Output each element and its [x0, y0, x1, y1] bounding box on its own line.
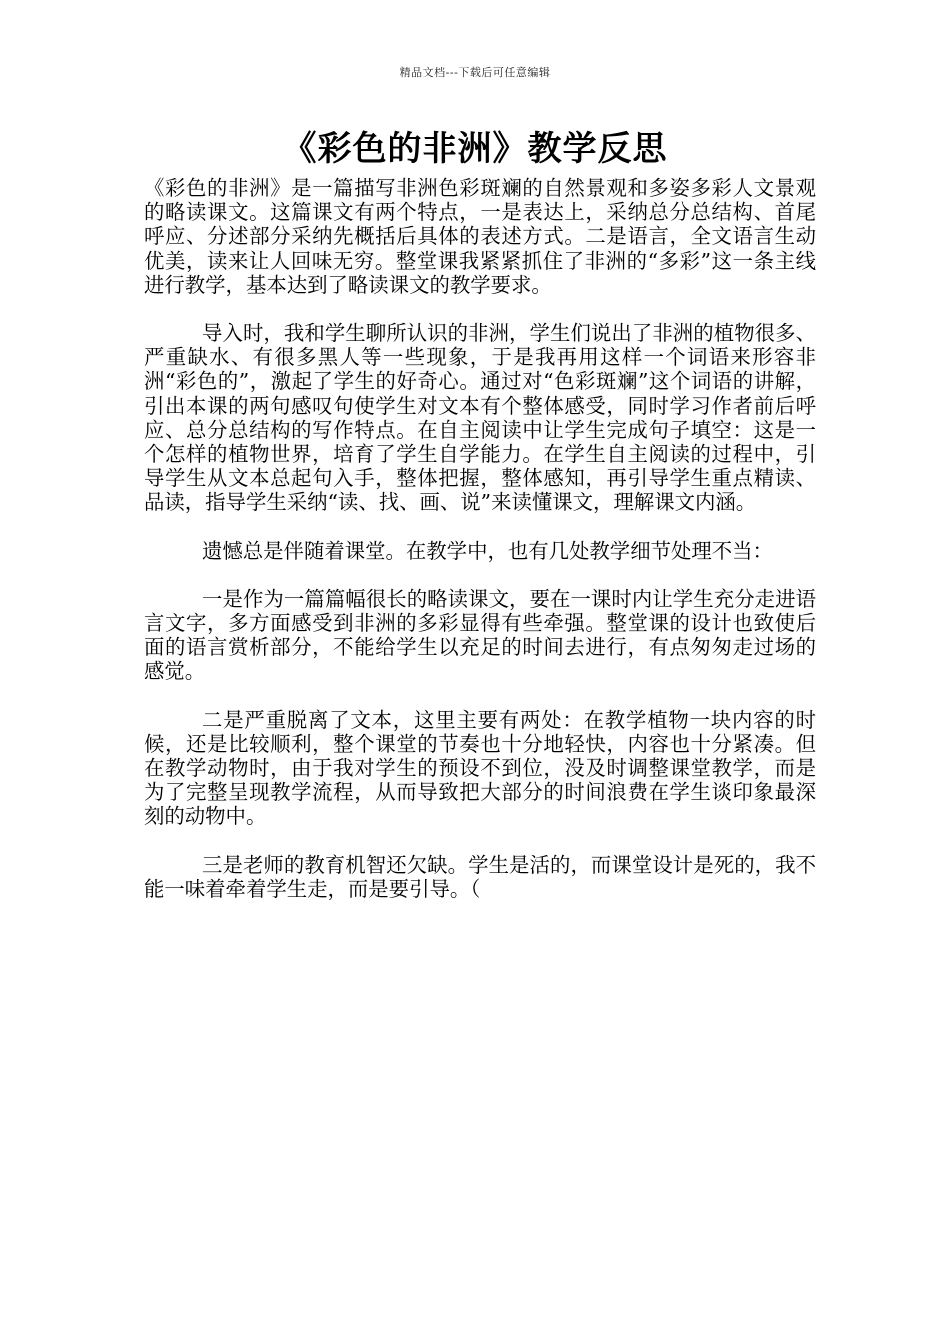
- document-body: [144, 176, 816, 925]
- paragraph-introduction-method: 导入时，我和学生聊所认识的非洲，学生们说出了非洲的植物很多、严重缺水、有很多黑人等一些现象，于是我再用这样一个词语来形容非洲“彩色的”，激起了学生的好奇心。通过对“色彩斑斓”这个词语的讲解，引出本课的两句感叹句使学生对文本有个整体感受，同时学习作者前后呼应、总分总结构的写作特点。在自主阅读中让学生完成句子填空：这是一个怎样的植物世界，培育了学生自学能力。在学生自主阅读的过程中，引导学生从文本总起句入手，整体把握，整体感知，再引导学生重点精读、品读，指导学生采纳“读、找、画、说”来读懂课文，理解课文内涵。: [144, 321, 816, 515]
- paragraph-regret: 遗憾总是伴随着课堂。在教学中，也有几处教学细节处理不当：: [202, 538, 773, 563]
- header-note: 精品文档---下载后可任意编辑: [399, 66, 551, 79]
- paragraph-point-three: 三是老师的教育机智还欠缺。学生是活的，而课堂设计是死的，我不能一味着牵着学生走，而是要引导。（: [144, 852, 816, 901]
- paragraph-point-one: 一是作为一篇篇幅很长的略读课文，要在一课时内让学生充分走进语言文字，多方面感受到非洲的多彩显得有些牵强。整堂课的设计也致使后面的语言赏析部分，不能给学生以充足的时间去进行，有点匆匆走过场的感觉。: [144, 586, 816, 684]
- paragraph-point-two: 二是严重脱离了文本，这里主要有两处：在教学植物一块内容的时候，还是比较顺利，整个课堂的节奏也十分地轻快，内容也十分紧凑。但在教学动物时，由于我对学生的预设不到位，没及时调整课堂教学，而是为了完整呈现教学流程，从而导致把大部分的时间浪费在学生谈印象最深刻的动物中。: [144, 707, 816, 829]
- paragraph-intro: 《彩色的非洲》是一篇描写非洲色彩斑斓的自然景观和多姿多彩人文景观的略读课文。这篇课文有两个特点，一是表达上，采纳总分总结构、首尾呼应、分述部分采纳先概括后具体的表述方式。二是语言，全文语言生动优美，读来让人回味无穷。整堂课我紧紧抓住了非洲的“多彩”这一条主线进行教学，基本达到了略读课文的教学要求。: [144, 176, 816, 297]
- document-title: 《彩色的非洲》教学反思: [282, 129, 668, 169]
